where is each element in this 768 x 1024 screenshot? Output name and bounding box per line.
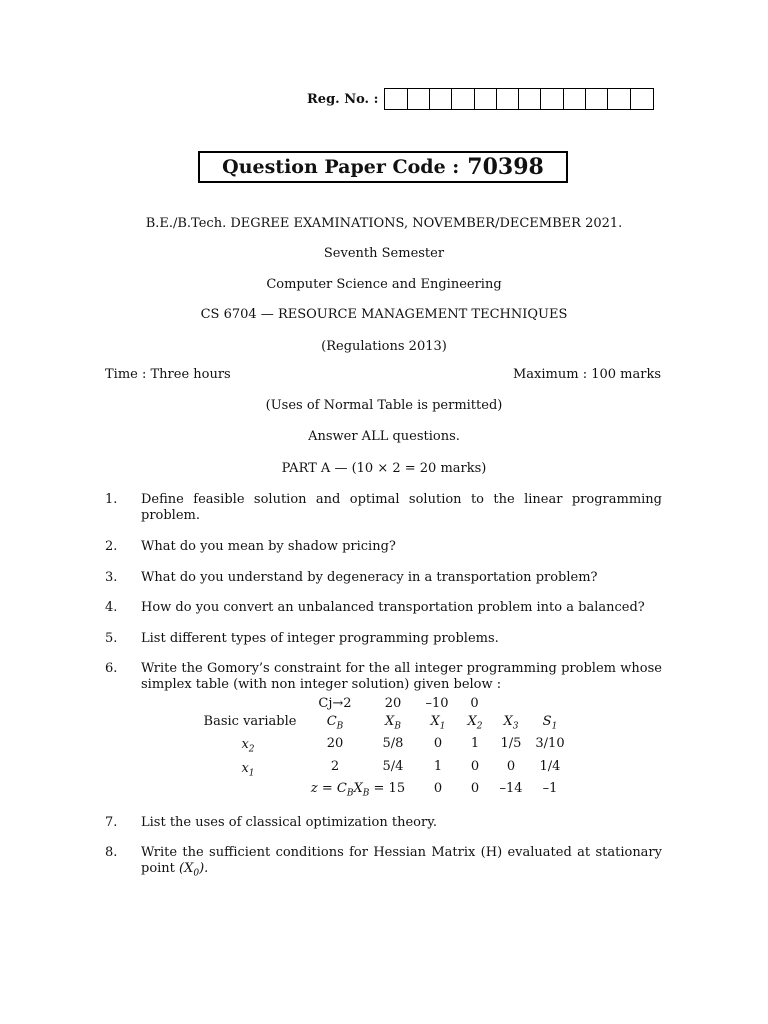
question-3 (105, 570, 662, 586)
question-7 (105, 815, 662, 831)
table-cell: 5/4 (382, 759, 404, 774)
question-2 (105, 539, 662, 555)
reg-no-digit-box[interactable] (430, 89, 452, 109)
table-cell: 0 (433, 736, 443, 751)
question-number: 1. (105, 492, 118, 507)
question-number: 8. (105, 845, 118, 860)
qpc-code: 70398 (467, 154, 544, 180)
qpc-label: Question Paper Code : (222, 156, 460, 178)
reg-no-digit-box[interactable] (586, 89, 608, 109)
question-text: List different types of integer programming problems. (141, 631, 499, 646)
table-cell: 1/5 (500, 736, 522, 751)
answer-instruction: Answer ALL questions. (308, 429, 460, 444)
reg-no (307, 88, 654, 110)
column-header: $X_1$ (430, 714, 446, 732)
table-cell: 20 (326, 736, 344, 751)
question-text: List the uses of classical optimization theory. (141, 815, 437, 830)
question-1 (105, 492, 662, 524)
cj-value: 20 (384, 696, 402, 711)
table-cell: 1 (470, 736, 480, 751)
reg-no-label: Reg. No. : (307, 91, 379, 107)
table-cell: 1 (433, 759, 443, 774)
reg-no-digit-box[interactable] (452, 89, 474, 109)
time-marks-row (105, 367, 661, 382)
basic-variable-header: Basic variable (203, 714, 297, 729)
question-text: Define feasible solution and optimal solution to the linear programming problem. (141, 492, 662, 523)
cj-value: –10 (425, 696, 449, 711)
table-cell: 1/4 (539, 759, 561, 774)
table-cell: –1 (542, 781, 558, 796)
column-header: $X_B$ (385, 714, 401, 732)
reg-no-digit-box[interactable] (497, 89, 519, 109)
question-text: What do you understand by degeneracy in a transportation problem? (141, 570, 598, 585)
table-cell: –14 (499, 781, 523, 796)
regulations: (Regulations 2013) (321, 339, 447, 354)
column-header: $C_B$ (326, 714, 344, 732)
question-number: 6. (105, 661, 118, 676)
reg-no-digit-box[interactable] (385, 89, 407, 109)
reg-no-digit-box[interactable] (408, 89, 430, 109)
reg-no-digit-box[interactable] (541, 89, 563, 109)
max-marks: Maximum : 100 marks (512, 367, 661, 382)
column-header: $X_2$ (467, 714, 483, 732)
basis-variable: $x_1$ (241, 761, 255, 779)
basis-variable: $x_2$ (241, 737, 255, 755)
question-8 (105, 845, 662, 882)
question-6 (105, 661, 662, 693)
question-text: Write the Gomory’s constraint for the all integer programming problem whose simplex table (with non integer solution) given below : (141, 661, 662, 692)
reg-no-digit-box[interactable] (475, 89, 497, 109)
table-cell: 0 (470, 781, 480, 796)
reg-no-digit-box[interactable] (564, 89, 586, 109)
reg-no-digit-box[interactable] (519, 89, 541, 109)
exam-title: B.E./B.Tech. DEGREE EXAMINATIONS, NOVEMBER/DECEMBER 2021. (145, 216, 623, 231)
part-a-heading: PART A — (10 × 2 = 20 marks) (281, 461, 487, 476)
table-cell: 0 (506, 759, 516, 774)
column-header: $X_3$ (503, 714, 519, 732)
question-number: 3. (105, 570, 118, 585)
question-4 (105, 600, 662, 616)
department: Computer Science and Engineering (266, 277, 502, 292)
column-header: $S_1$ (542, 714, 558, 732)
question-text (141, 845, 662, 882)
question-number: 5. (105, 631, 118, 646)
question-text: What do you mean by shadow pricing? (141, 539, 396, 554)
question-number: 7. (105, 815, 118, 830)
question-number: 2. (105, 539, 118, 554)
stationary-point: $(X_0)$. (179, 861, 209, 879)
question-number: 4. (105, 600, 118, 615)
semester: Seventh Semester (323, 246, 445, 261)
reg-no-boxes[interactable] (384, 88, 654, 110)
course-title: CS 6704 — RESOURCE MANAGEMENT TECHNIQUES (200, 307, 568, 322)
cj-label: Cj→2 (318, 696, 352, 711)
table-cell: 2 (330, 759, 340, 774)
question-paper-code (198, 151, 568, 183)
table-cell: 0 (470, 759, 480, 774)
cj-value: 0 (470, 696, 479, 711)
question-5 (105, 631, 662, 647)
z-row-label: $z = C_BX_B = 15$ (310, 781, 406, 799)
question-text: How do you convert an unbalanced transportation problem into a balanced? (141, 600, 645, 615)
reg-no-digit-box[interactable] (608, 89, 630, 109)
reg-no-digit-box[interactable] (631, 89, 653, 109)
time: Time : Three hours (105, 367, 231, 382)
table-cell: 5/8 (382, 736, 404, 751)
table-note: (Uses of Normal Table is permitted) (265, 398, 503, 413)
table-cell: 0 (433, 781, 443, 796)
question-8-text: Write the sufficient conditions for Hessian Matrix (H) evaluated at stationary point (141, 845, 662, 876)
table-cell: 3/10 (535, 736, 565, 751)
